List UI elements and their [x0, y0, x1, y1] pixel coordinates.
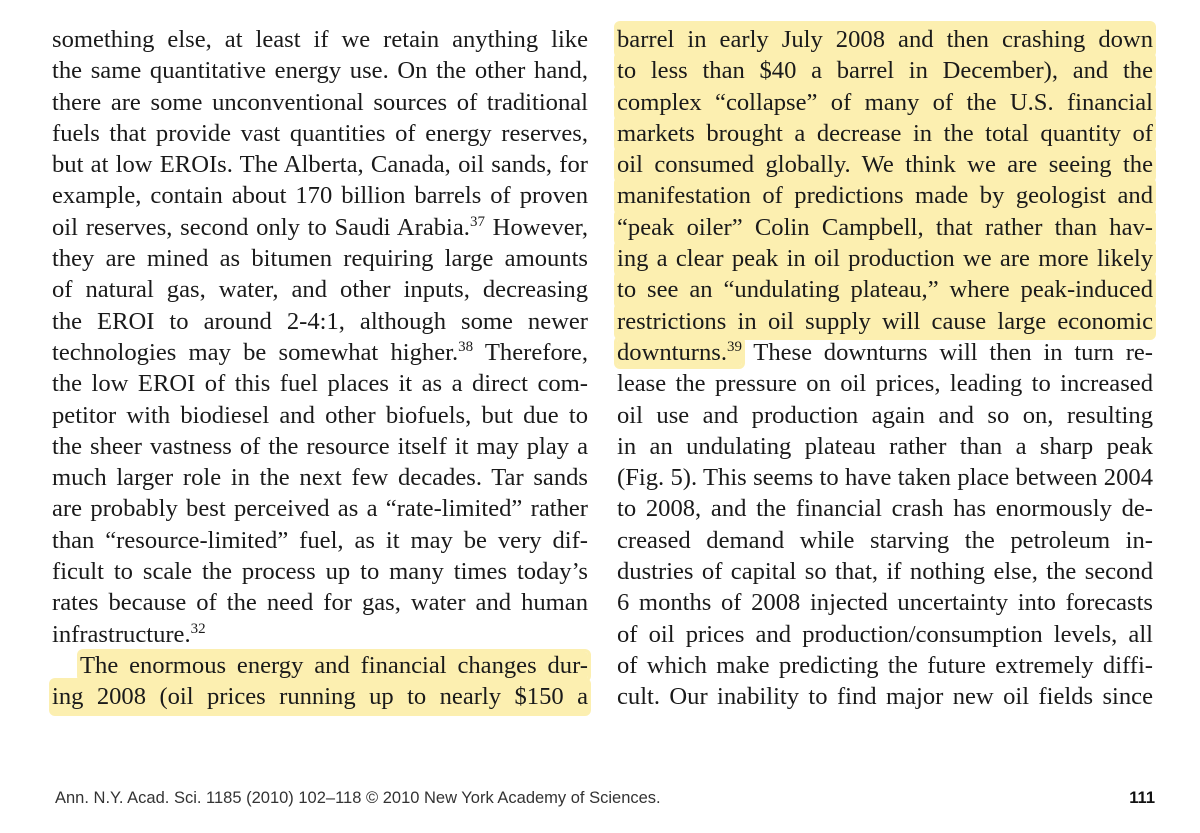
partially-highlighted-text-line	[617, 337, 1153, 368]
line-text: The enormous energy and financial changes dur-	[80, 651, 588, 679]
highlighted-text-line	[617, 180, 1153, 211]
line-text: manifestation of predictions made by geologist and	[617, 180, 1153, 211]
text-line	[617, 431, 1153, 462]
text-line	[52, 587, 588, 618]
highlighted-text-line	[617, 212, 1153, 243]
text-line	[52, 368, 588, 399]
line-text: the EROI to around 2-4:1, although some newer	[52, 307, 588, 335]
line-text: are probably best perceived as a “rate-limited” rather	[52, 495, 588, 523]
text-line	[52, 87, 588, 118]
line-text: example, contain about 170 billion barrels of proven	[52, 182, 588, 210]
line-text: dustries of capital so that, if nothing else, the second	[617, 558, 1153, 586]
line-text: (Fig. 5). This seems to have taken place between 2004	[617, 464, 1153, 492]
line-text: something else, at least if we retain anything like	[52, 26, 588, 53]
text-line	[52, 243, 588, 274]
highlighted-text-line	[617, 149, 1153, 180]
line-text-before-citation: technologies may be somewhat higher.	[52, 338, 459, 366]
text-line	[617, 525, 1153, 556]
text-line	[617, 556, 1153, 587]
line-text: of natural gas, water, and other inputs, decreasing	[52, 276, 588, 304]
highlighted-text-line	[617, 55, 1153, 86]
line-text: to less than $40 a barrel in December), and the	[617, 55, 1153, 86]
line-text: to see an “undulating plateau,” where peak-induced	[617, 274, 1153, 305]
text-line	[52, 462, 588, 493]
citation-superscript: 37	[469, 213, 485, 230]
text-line	[617, 587, 1153, 618]
line-text	[52, 214, 588, 241]
text-line	[617, 681, 1153, 712]
line-text-before-citation: oil reserves, second only to Saudi Arabia.	[52, 213, 470, 241]
left-column	[52, 24, 588, 713]
text-line	[52, 274, 588, 305]
line-text: ing 2008 (oil prices running up to nearly $150 a	[52, 681, 588, 712]
text-line	[52, 556, 588, 587]
line-text-after-citation: However,	[484, 213, 588, 241]
line-text: oil use and production again and so on, resulting	[617, 401, 1153, 429]
highlighted-text-line	[617, 306, 1153, 337]
text-line	[52, 180, 588, 211]
line-text: “peak oiler” Colin Campbell, that rather than hav-	[617, 212, 1153, 243]
right-column	[617, 24, 1153, 713]
text-line	[52, 118, 588, 149]
text-line	[52, 619, 588, 650]
line-text: lease the pressure on oil prices, leading to increased	[617, 370, 1153, 398]
highlighted-text-line	[617, 243, 1153, 274]
text-line	[52, 212, 588, 243]
line-text: markets brought a decrease in the total quantity of	[617, 118, 1153, 149]
line-text: petitor with biodiesel and other biofuels, but due to	[52, 401, 588, 429]
text-line	[52, 24, 588, 55]
line-text: ficult to scale the process up to many times today’s	[52, 558, 588, 586]
text-line	[52, 337, 588, 368]
text-line	[617, 493, 1153, 524]
line-text: in an undulating plateau rather than a sharp peak	[617, 432, 1153, 460]
text-line	[617, 650, 1153, 681]
line-text: creased demand while starving the petroleum in-	[617, 526, 1153, 554]
text-line	[617, 462, 1153, 493]
line-text: rates because of the need for gas, water and human	[52, 589, 588, 617]
line-text: than “resource-limited” fuel, as it may be very dif-	[52, 526, 588, 554]
line-text-before-citation: infrastructure.	[52, 620, 191, 648]
text-line	[52, 400, 588, 431]
citation-superscript: 39	[727, 338, 742, 355]
text-line	[617, 400, 1153, 431]
page-number: 111	[1129, 789, 1155, 807]
line-text: restrictions in oil supply will cause large economic	[617, 306, 1153, 337]
line-text: 6 months of 2008 injected uncertainty into forecasts	[617, 589, 1153, 617]
line-text: the same quantitative energy use. On the other hand,	[52, 57, 588, 85]
line-text: to 2008, and the financial crash has enormously de-	[617, 495, 1153, 523]
highlighted-text-line	[617, 24, 1153, 55]
text-line	[617, 368, 1153, 399]
line-text: the sheer vastness of the resource itself it may play a	[52, 432, 588, 460]
line-text: barrel in early July 2008 and then crashing down	[617, 24, 1153, 55]
highlighted-text-line	[617, 118, 1153, 149]
text-line	[52, 149, 588, 180]
line-text-before-citation: downturns.	[617, 338, 727, 366]
line-text: of which make predicting the future extremely diffi-	[617, 651, 1153, 679]
highlighted-text-line	[617, 87, 1153, 118]
text-line	[52, 55, 588, 86]
line-text	[617, 339, 1153, 366]
text-line	[52, 306, 588, 337]
citation-superscript: 38	[458, 338, 474, 355]
line-text: but at low EROIs. The Alberta, Canada, oil sands, for	[52, 151, 588, 179]
line-text: there are some unconventional sources of traditional	[52, 88, 588, 116]
line-text-after-citation: These downturns will then in turn re-	[742, 338, 1153, 366]
line-text: cult. Our inability to find major new oil fields since	[617, 683, 1153, 711]
highlighted-fragment	[617, 339, 742, 366]
journal-citation: Ann. N.Y. Acad. Sci. 1185 (2010) 102–118 © 2010 New York Academy of Sciences.	[55, 789, 661, 807]
line-text: much larger role in the next few decades. Tar sands	[52, 464, 588, 492]
text-line	[52, 493, 588, 524]
line-text-after-citation: Therefore,	[473, 338, 588, 366]
text-line	[617, 619, 1153, 650]
line-text: ing a clear peak in oil production we are more likely	[617, 243, 1153, 274]
line-text: complex “collapse” of many of the U.S. financial	[617, 87, 1153, 118]
line-text	[52, 339, 588, 366]
line-text: of oil prices and production/consumption levels, all	[617, 620, 1153, 648]
highlighted-text-line	[52, 681, 588, 712]
line-text	[52, 621, 206, 648]
highlighted-text-line	[52, 650, 588, 681]
page-footer	[55, 789, 1155, 813]
line-text: oil consumed globally. We think we are seeing the	[617, 149, 1153, 180]
citation-superscript: 32	[190, 620, 206, 637]
text-line	[52, 525, 588, 556]
line-text: the low EROI of this fuel places it as a direct com-	[52, 370, 588, 398]
line-text: fuels that provide vast quantities of energy reserves,	[52, 119, 588, 147]
text-line	[52, 431, 588, 462]
line-text: they are mined as bitumen requiring large amounts	[52, 245, 588, 273]
highlighted-text-line	[617, 274, 1153, 305]
